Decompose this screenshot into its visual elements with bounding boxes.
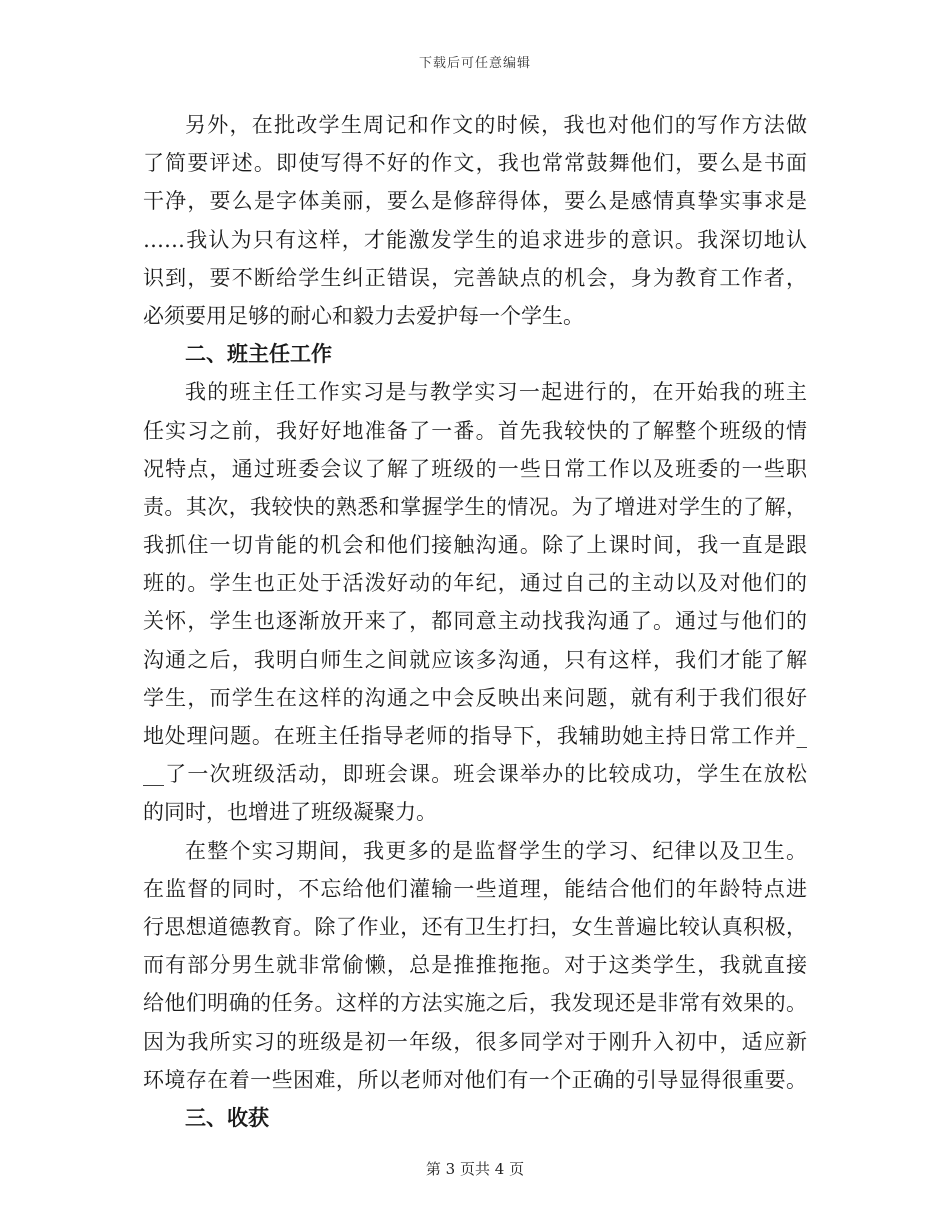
document-body (143, 106, 807, 1137)
text-line: 而有部分男生就非常偷懒，总是推推拖拖。对于这类学生，我就直接 (143, 953, 807, 978)
paragraph-head-teacher-internship (143, 373, 807, 831)
text-line: 环境存在着一些困难，所以老师对他们有一个正确的引导显得很重要。 (143, 1067, 807, 1092)
text-line: 必须要用足够的耐心和毅力去爱护每一个学生。 (143, 303, 584, 328)
text-line: 在整个实习期间，我更多的是监督学生的学习、纪律以及卫生。 (185, 838, 807, 863)
text-line: 我抓住一切肯能的机会和他们接触沟通。除了上课时间，我一直是跟 (143, 533, 807, 558)
text-line: 另外，在批改学生周记和作文的时候，我也对他们的写作方法做 (185, 113, 807, 137)
text-line: 了简要评述。即使写得不好的作文，我也常常鼓舞他们，要么是书面 (143, 151, 807, 176)
section-heading-gains: 三、收获 (185, 1105, 269, 1130)
text-line: 责。其次，我较快的熟悉和掌握学生的情况。为了增进对学生的了解， (143, 494, 807, 519)
text-line: 关怀，学生也逐渐放开来了，都同意主动找我沟通了。通过与他们的 (143, 609, 807, 634)
page-header: 下载后可任意编辑 (418, 56, 531, 71)
text-line: 况特点，通过班委会议了解了班级的一些日常工作以及班委的一些职 (143, 456, 807, 481)
text-line: 任实习之前，我好好地准备了一番。首先我较快的了解整个班级的情 (143, 418, 807, 443)
text-line: 干净，要么是字体美丽，要么是修辞得体，要么是感情真挚实事求是 (143, 189, 807, 214)
text-line: 给他们明确的任务。这样的方法实施之后，我发现还是非常有效果的。 (143, 991, 807, 1016)
text-line: 因为我所实习的班级是初一年级，很多同学对于刚升入初中，适应新 (143, 1029, 807, 1054)
text-line: 班的。学生也正处于活泼好动的年纪，通过自己的主动以及对他们的 (143, 571, 807, 596)
text-line: __了一次班级活动，即班会课。班会课举办的比较成功，学生在放松 (143, 762, 807, 787)
text-line: 的同时，也增进了班级凝聚力。 (143, 800, 437, 825)
page-number: 第 3 页共 4 页 (425, 1160, 525, 1178)
section-heading-head-teacher-work: 二、班主任工作 (185, 342, 332, 367)
text-line: 在监督的同时，不忘给他们灌输一些道理，能结合他们的年龄特点进 (143, 876, 807, 901)
text-line: 识到，要不断给学生纠正错误，完善缺点的机会，身为教育工作者， (143, 265, 807, 290)
text-line: ……我认为只有这样，才能激发学生的追求进步的意识。我深切地认 (143, 227, 807, 252)
text-line: 我的班主任工作实习是与教学实习一起进行的，在开始我的班主 (185, 380, 807, 405)
paragraph-supervision (143, 832, 807, 1099)
text-line: 学生，而学生在这样的沟通之中会反映出来问题，就有利于我们很好 (143, 685, 807, 710)
text-line: 沟通之后，我明白师生之间就应该多沟通，只有这样，我们才能了解 (143, 647, 807, 672)
paragraph-writing-feedback (143, 106, 807, 335)
text-line: 行思想道德教育。除了作业，还有卫生打扫，女生普遍比较认真积极， (143, 914, 807, 939)
text-line: 地处理问题。在班主任指导老师的指导下，我辅助她主持日常工作并_ (143, 724, 807, 748)
